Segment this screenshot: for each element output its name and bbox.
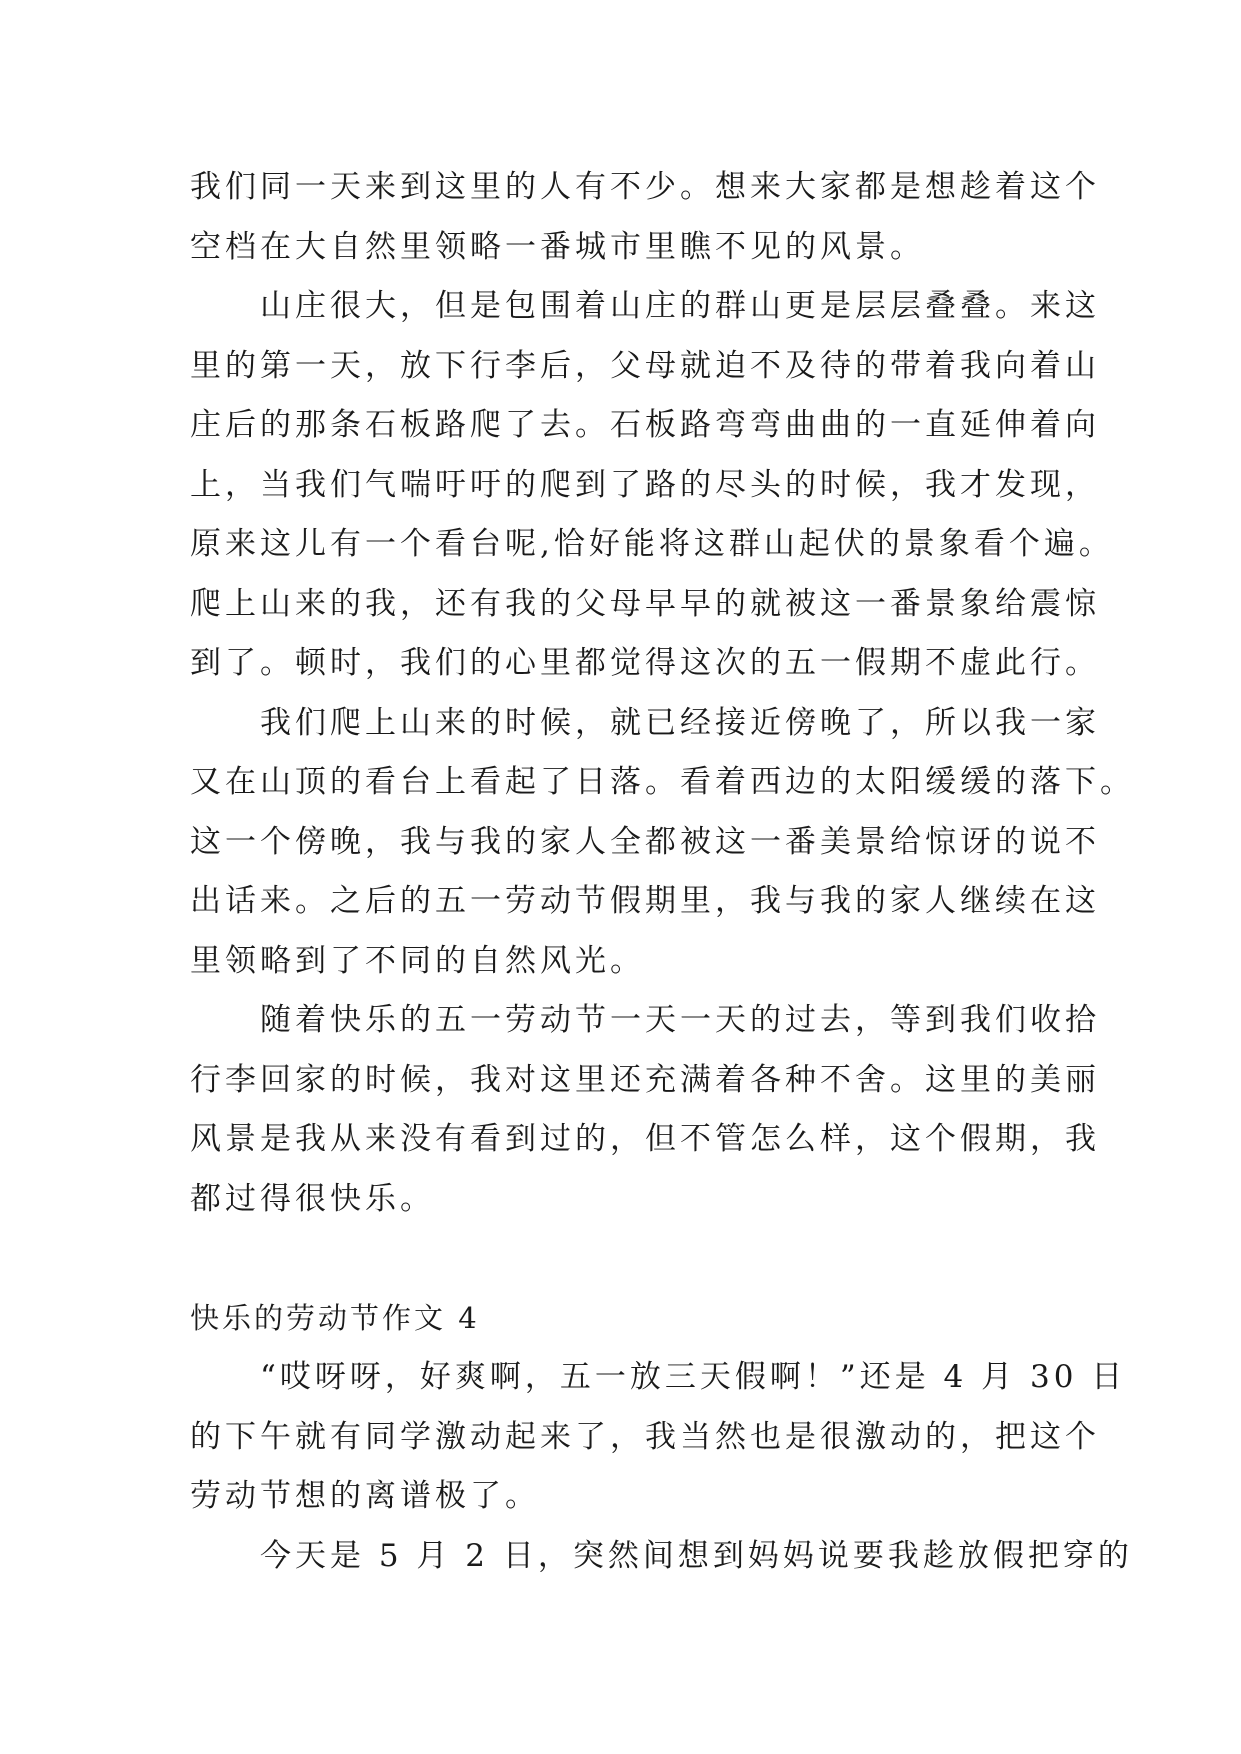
- paragraph: [190, 1527, 1133, 1587]
- text-line: 庄后的那条石板路爬了去。石板路弯弯曲曲的一直延伸着向: [190, 407, 1100, 443]
- text-line: 出话来。之后的五一劳动节假期里，我与我的家人继续在这: [190, 883, 1100, 919]
- text-line: 山庄很大，但是包围着山庄的群山更是层层叠叠。来这: [260, 288, 1100, 324]
- text-line: 上，当我们气喘吁吁的爬到了路的尽头的时候，我才发现，: [190, 466, 1100, 503]
- text-line: 随着快乐的五一劳动节一天一天的过去，等到我们收拾: [260, 1002, 1100, 1038]
- document-page: [190, 158, 1135, 1586]
- text-line: 的下午就有同学激动起来了，我当然也是很激动的，把这个: [190, 1418, 1100, 1455]
- text-line: 空档在大自然里领略一番城市里瞧不见的风景。: [190, 228, 925, 265]
- text-line: 里的第一天，放下行李后，父母就迫不及待的带着我向着山: [190, 347, 1100, 384]
- text-line: 风景是我从来没有看到过的，但不管怎么样，这个假期，我: [190, 1121, 1100, 1157]
- text-line: 劳动节想的离谱极了。: [190, 1478, 540, 1514]
- paragraph: [190, 158, 1100, 277]
- paragraph: [190, 694, 1135, 992]
- text-line: 行李回家的时候，我对这里还充满着各种不舍。这里的美丽: [190, 1061, 1100, 1098]
- text-line: 原来这儿有一个看台呢,恰好能将这群山起伏的景象看个遍。: [190, 526, 1114, 562]
- text-line: 爬上山来的我，还有我的父母早早的就被这一番景象给震惊: [190, 585, 1100, 622]
- section-heading: 快乐的劳动节作文 4: [190, 1300, 480, 1335]
- text-line: 都过得很快乐。: [190, 1180, 435, 1217]
- paragraph: [190, 1348, 1127, 1527]
- text-line: 我们同一天来到这里的人有不少。想来大家都是想趁着这个: [190, 169, 1100, 205]
- text-line: 到了。顿时，我们的心里都觉得这次的五一假期不虚此行。: [190, 645, 1100, 681]
- text-line: 这一个傍晚，我与我的家人全都被这一番美景给惊讶的说不: [190, 823, 1100, 860]
- text-line: 又在山顶的看台上看起了日落。看着西边的太阳缓缓的落下。: [190, 764, 1135, 800]
- text-line: 我们爬上山来的时候，就已经接近傍晚了，所以我一家: [260, 704, 1100, 741]
- text-line: 今天是 5 月 2 日，突然间想到妈妈说要我趁放假把穿的: [260, 1537, 1133, 1574]
- text-line: 里领略到了不同的自然风光。: [190, 942, 645, 979]
- text-line: “哎呀呀，好爽啊，五一放三天假啊！”还是 4 月 30 日: [260, 1359, 1127, 1395]
- paragraph: [190, 277, 1114, 694]
- paragraph: [190, 991, 1100, 1229]
